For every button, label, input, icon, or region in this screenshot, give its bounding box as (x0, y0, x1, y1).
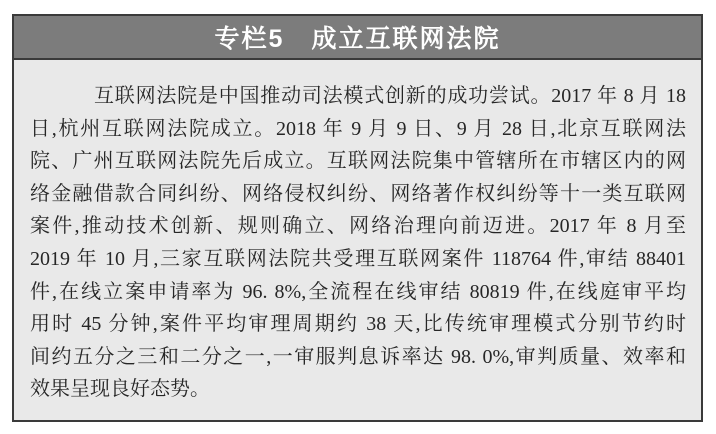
paragraph-line: 互联网法院是中国推动司法模式创新的成功尝试。2017 年 8 月 18 (94, 85, 686, 107)
paragraph-line: 日,杭州互联网法院成立。2018 年 9 月 9 日、9 月 28 日,北京互联网法 (30, 117, 686, 140)
paragraph-line: 2019 年 10 月,三家互联网法院共受理互联网案件 118764 件,审结 88401 (30, 247, 686, 270)
column-box-header (12, 14, 703, 60)
column-box-body (12, 60, 703, 422)
paragraph-line: 效果呈现良好态势。 (30, 378, 210, 401)
paragraph-line: 间约五分之三和二分之一,一审服判息诉率达 98. 0%,审判质量、效率和 (30, 345, 686, 368)
paragraph-line: 件,在线立案申请率为 96. 8%,全流程在线审结 80819 件,在线庭审平均 (30, 280, 686, 303)
paragraph-line: 院、广州互联网法院先后成立。互联网法院集中管辖所在市辖区内的网 (30, 150, 686, 173)
paragraph-line: 案件,推动技术创新、规则确立、网络治理向前迈进。2017 年 8 月至 (30, 215, 686, 238)
column-box-title: 专栏5 成立互联网法院 (214, 25, 501, 53)
column-box (12, 14, 703, 422)
paragraph (30, 80, 686, 406)
paragraph-line: 络金融借款合同纠纷、网络侵权纠纷、网络著作权纠纷等十一类互联网 (30, 182, 686, 205)
paragraph-line: 用时 45 分钟,案件平均审理周期约 38 天,比传统审理模式分别节约时 (30, 313, 686, 336)
